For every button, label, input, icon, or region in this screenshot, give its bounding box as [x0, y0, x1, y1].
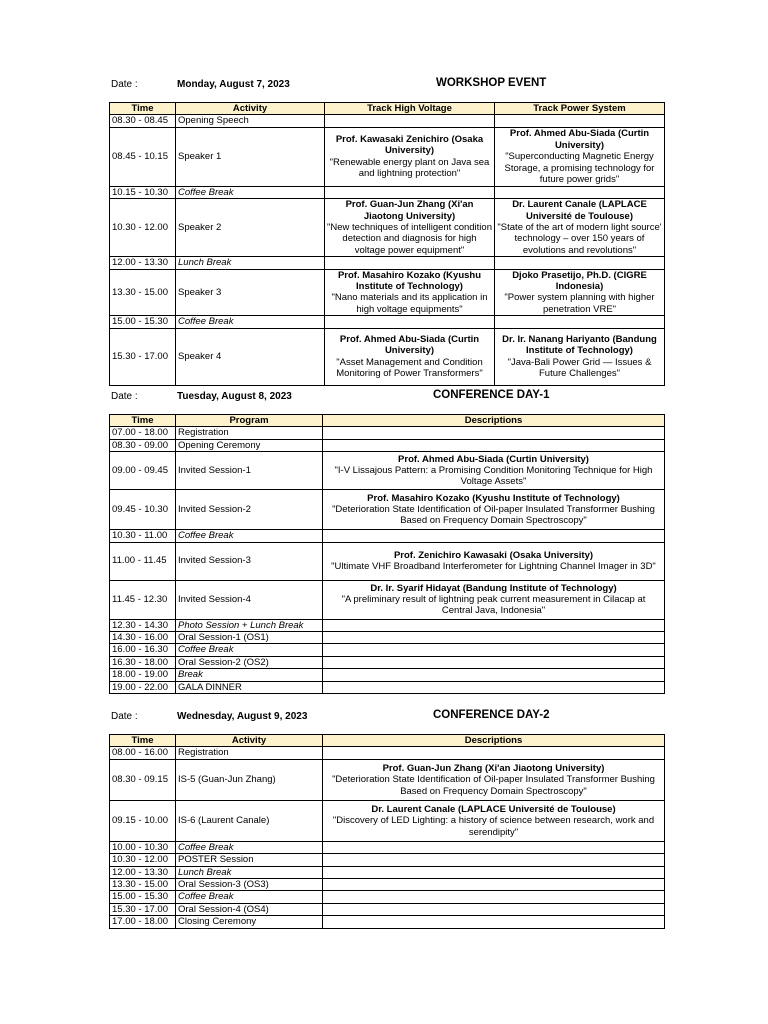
table-row [110, 903, 665, 915]
program-cell: Invited Session-2 [176, 490, 323, 530]
column-header: Descriptions [323, 735, 665, 747]
talk-title: "Deterioration State Identification of Oil-paper Insulated Transformer Bushing Based on Frequency Domain Spectroscopy" [332, 504, 655, 527]
speaker-name: Dr. Laurent Canale (LAPLACE Université de Toulouse) [512, 199, 647, 222]
day1-section [0, 389, 768, 693]
activity-cell: Speaker 3 [176, 269, 325, 316]
time-cell: 12.00 - 13.30 [110, 257, 176, 269]
column-header: Time [110, 415, 176, 427]
speaker-name: Dr. Laurent Canale (LAPLACE Université de Toulouse) [371, 803, 616, 815]
table-header-row [110, 103, 665, 115]
description-cell [323, 644, 665, 656]
table-row [110, 186, 665, 198]
table-row [110, 747, 665, 759]
time-cell: 15.00 - 15.30 [110, 891, 176, 903]
table-row [110, 854, 665, 866]
description-cell [323, 879, 665, 891]
table-row [110, 656, 665, 668]
ps-cell [495, 328, 665, 385]
activity-cell: Oral Session-4 (OS4) [176, 903, 323, 915]
table-row [110, 427, 665, 439]
hv-cell [325, 199, 495, 257]
workshop-table [109, 102, 665, 386]
talk-title: "A preliminary result of lightning peak current measurement in Cilacap at Central Java, Indonesia" [341, 593, 646, 617]
activity-cell: Lunch Break [176, 866, 323, 878]
speaker-name: Djoko Prasetijo, Ph.D. (CIGRE Indonesia) [512, 269, 647, 293]
speaker-name: Prof. Kawasaki Zenichiro (Osaka University) [335, 134, 484, 157]
day2-table [109, 734, 665, 929]
column-header: Time [110, 103, 176, 115]
description-cell [323, 669, 665, 681]
activity-cell: Coffee Break [176, 316, 325, 328]
table-header-row [110, 735, 665, 747]
time-cell: 08.00 - 16.00 [110, 747, 176, 759]
time-cell: 18.00 - 19.00 [110, 669, 176, 681]
workshop-section [0, 77, 768, 380]
table-row [110, 759, 665, 800]
column-header: Activity [176, 103, 325, 115]
time-cell: 16.30 - 18.00 [110, 656, 176, 668]
program-cell: Registration [176, 427, 323, 439]
table-row [110, 866, 665, 878]
table-row [110, 800, 665, 841]
description-cell [323, 656, 665, 668]
program-cell: Invited Session-3 [176, 542, 323, 580]
activity-cell: Registration [176, 747, 323, 759]
activity-cell: Coffee Break [176, 891, 323, 903]
program-cell: Break [176, 669, 323, 681]
time-cell: 08.30 - 08.45 [110, 115, 176, 127]
table-row [110, 669, 665, 681]
activity-cell: Coffee Break [176, 841, 323, 853]
ps-cell [495, 257, 665, 269]
column-header: Time [110, 735, 176, 747]
date-label: Date : [111, 391, 138, 402]
ps-cell [495, 127, 665, 186]
time-cell: 08.30 - 09.00 [110, 439, 176, 451]
table-row [110, 841, 665, 853]
description-cell [323, 632, 665, 644]
description-cell [323, 427, 665, 439]
table-row [110, 328, 665, 385]
description-cell [323, 439, 665, 451]
program-cell: Oral Session-2 (OS2) [176, 656, 323, 668]
program-cell: Invited Session-1 [176, 452, 323, 490]
program-cell: Oral Session-1 (OS1) [176, 632, 323, 644]
talk-title: "I-V Lissajous Pattern: a Promising Condition Monitoring Technique for High Voltage Assets" [334, 465, 653, 488]
date-value: Tuesday, August 8, 2023 [177, 391, 292, 402]
activity-cell: Lunch Break [176, 257, 325, 269]
description-cell [323, 759, 665, 800]
time-cell: 10.15 - 10.30 [110, 186, 176, 198]
program-cell: Photo Session + Lunch Break [176, 619, 323, 631]
speaker-name: Prof. Masahiro Kozako (Kyushu Institute of Technology) [367, 492, 620, 504]
time-cell: 08.30 - 09.15 [110, 759, 176, 800]
talk-title: "Deterioration State Identification of Oil-paper Insulated Transformer Bushing Based on Frequency Domain Spectroscopy" [332, 774, 655, 797]
talk-title: "State of the art of modern light source' technology – over 150 years of evolutions and revolutions" [497, 222, 662, 256]
column-header: Track High Voltage [325, 103, 495, 115]
table-row [110, 115, 665, 127]
description-cell [323, 490, 665, 530]
table-row [110, 127, 665, 186]
date-label: Date : [111, 79, 138, 90]
table-row [110, 439, 665, 451]
activity-cell: IS-6 (Laurent Canale) [176, 800, 323, 841]
hv-cell [325, 186, 495, 198]
table-row [110, 199, 665, 257]
time-cell: 13.30 - 15.00 [110, 879, 176, 891]
ps-cell [495, 316, 665, 328]
time-cell: 15.00 - 15.30 [110, 316, 176, 328]
activity-cell: Speaker 1 [176, 127, 325, 186]
description-cell [323, 854, 665, 866]
column-header: Descriptions [323, 415, 665, 427]
description-cell [323, 841, 665, 853]
hv-cell [325, 328, 495, 385]
table-row [110, 316, 665, 328]
hv-cell [325, 269, 495, 316]
hv-cell [325, 127, 495, 186]
talk-title: "Renewable energy plant on Java sea and lightning protection" [329, 156, 490, 180]
description-cell [323, 800, 665, 841]
description-cell [323, 530, 665, 542]
description-cell [323, 452, 665, 490]
ps-cell [495, 269, 665, 316]
hv-cell [325, 115, 495, 127]
table-header-row [110, 415, 665, 427]
time-cell: 09.00 - 09.45 [110, 452, 176, 490]
description-cell [323, 891, 665, 903]
speaker-name: Prof. Zenichiro Kawasaki (Osaka University) [393, 549, 594, 561]
table-row [110, 891, 665, 903]
column-header: Activity [176, 735, 323, 747]
activity-cell: Coffee Break [176, 186, 325, 198]
activity-cell: Closing Ceremony [176, 916, 323, 928]
date-value: Wednesday, August 9, 2023 [177, 711, 308, 722]
table-row [110, 269, 665, 316]
activity-cell: IS-5 (Guan-Jun Zhang) [176, 759, 323, 800]
time-cell: 07.00 - 18.00 [110, 427, 176, 439]
description-cell [323, 542, 665, 580]
table-row [110, 580, 665, 619]
time-cell: 09.15 - 10.00 [110, 800, 176, 841]
day1-header [0, 391, 768, 409]
hv-cell [325, 316, 495, 328]
time-cell: 17.00 - 18.00 [110, 916, 176, 928]
workshop-header [0, 79, 768, 97]
time-cell: 10.30 - 12.00 [110, 854, 176, 866]
column-header: Track Power System [495, 103, 665, 115]
time-cell: 10.30 - 12.00 [110, 199, 176, 257]
time-cell: 12.00 - 13.30 [110, 866, 176, 878]
description-cell [323, 619, 665, 631]
description-cell [323, 580, 665, 619]
time-cell: 08.45 - 10.15 [110, 127, 176, 186]
table-row [110, 490, 665, 530]
ps-cell [495, 186, 665, 198]
day1-table [109, 414, 665, 694]
date-value: Monday, August 7, 2023 [177, 79, 290, 90]
day2-section [0, 709, 768, 928]
activity-cell: Speaker 2 [176, 199, 325, 257]
time-cell: 11.45 - 12.30 [110, 580, 176, 619]
activity-cell: POSTER Session [176, 854, 323, 866]
time-cell: 09.45 - 10.30 [110, 490, 176, 530]
date-label: Date : [111, 711, 138, 722]
talk-title: "New techniques of intelligent condition detection and diagnosis for high voltage power equipment" [327, 222, 492, 256]
talk-title: "Java-Bali Power Grid — Issues & Future Challenges" [507, 356, 652, 380]
time-cell: 16.00 - 16.30 [110, 644, 176, 656]
program-cell: GALA DINNER [176, 681, 323, 693]
talk-title: "Power system planning with higher penetration VRE" [504, 292, 655, 315]
time-cell: 10.00 - 10.30 [110, 841, 176, 853]
program-cell: Opening Ceremony [176, 439, 323, 451]
time-cell: 15.30 - 17.00 [110, 328, 176, 385]
activity-cell: Oral Session-3 (OS3) [176, 879, 323, 891]
speaker-name: Prof. Masahiro Kozako (Kyushu Institute of Technology) [337, 269, 482, 293]
description-cell [323, 747, 665, 759]
description-cell [323, 916, 665, 928]
table-row [110, 644, 665, 656]
section-title: CONFERENCE DAY-2 [433, 709, 550, 721]
talk-title: "Discovery of LED Lighting: a history of science between research, work and serendipity" [332, 815, 655, 838]
time-cell: 10.30 - 11.00 [110, 530, 176, 542]
talk-title: "Asset Management and Condition Monitoring of Power Transformers" [336, 356, 483, 380]
time-cell: 12.30 - 14.30 [110, 619, 176, 631]
table-row [110, 619, 665, 631]
talk-title: "Ultimate VHF Broadband Interferometer for Lightning Channel Imager in 3D" [331, 561, 656, 573]
section-title: WORKSHOP EVENT [436, 77, 547, 89]
table-row [110, 257, 665, 269]
speaker-name: Prof. Ahmed Abu-Siada (Curtin University) [509, 128, 650, 151]
description-cell [323, 866, 665, 878]
time-cell: 19.00 - 22.00 [110, 681, 176, 693]
hv-cell [325, 257, 495, 269]
activity-cell: Opening Speech [176, 115, 325, 127]
table-row [110, 916, 665, 928]
program-cell: Invited Session-4 [176, 580, 323, 619]
speaker-name: Prof. Ahmed Abu-Siada (Curtin University) [339, 333, 480, 357]
ps-cell [495, 199, 665, 257]
speaker-name: Prof. Guan-Jun Zhang (Xi'an Jiaotong University) [345, 199, 474, 222]
program-cell: Coffee Break [176, 644, 323, 656]
column-header: Program [176, 415, 323, 427]
day2-header [0, 711, 768, 729]
ps-cell [495, 115, 665, 127]
speaker-name: Dr. Ir. Syarif Hidayat (Bandung Institute of Technology) [370, 582, 617, 594]
table-row [110, 530, 665, 542]
talk-title: "Superconducting Magnetic Energy Storage, a promising technology for future power grids" [504, 151, 655, 185]
time-cell: 15.30 - 17.00 [110, 903, 176, 915]
table-row [110, 681, 665, 693]
time-cell: 11.00 - 11.45 [110, 542, 176, 580]
table-row [110, 632, 665, 644]
section-title: CONFERENCE DAY-1 [433, 389, 550, 401]
table-row [110, 879, 665, 891]
table-row [110, 452, 665, 490]
speaker-name: Dr. Ir. Nanang Hariyanto (Bandung Institute of Technology) [502, 333, 657, 357]
program-cell: Coffee Break [176, 530, 323, 542]
description-cell [323, 681, 665, 693]
table-row [110, 542, 665, 580]
time-cell: 13.30 - 15.00 [110, 269, 176, 316]
time-cell: 14.30 - 16.00 [110, 632, 176, 644]
description-cell [323, 903, 665, 915]
speaker-name: Prof. Ahmed Abu-Siada (Curtin University) [398, 453, 589, 465]
talk-title: "Nano materials and its application in high voltage equipments" [331, 292, 488, 315]
speaker-name: Prof. Guan-Jun Zhang (Xi'an Jiaotong University) [382, 762, 605, 774]
activity-cell: Speaker 4 [176, 328, 325, 385]
